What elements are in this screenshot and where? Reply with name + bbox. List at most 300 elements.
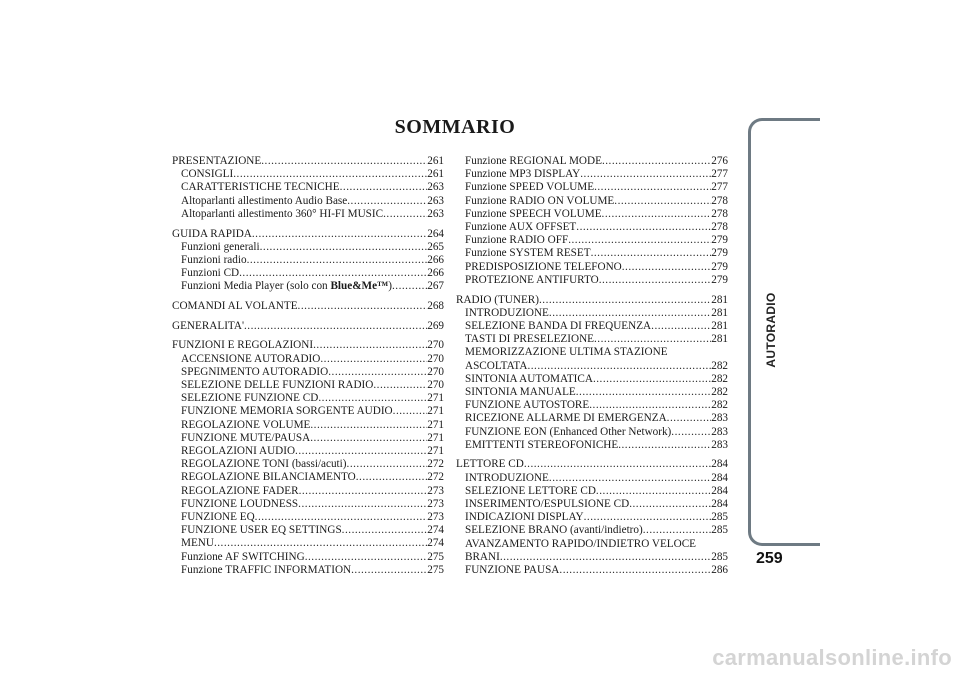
toc-entry-text: Funzione AF SWITCHING	[181, 550, 305, 563]
toc-entry-title	[465, 472, 549, 485]
toc-subentry	[456, 195, 728, 208]
toc-subentry	[172, 551, 444, 564]
toc-entry-title	[181, 471, 356, 484]
toc-entry-title	[181, 458, 347, 471]
toc-page-number: 271	[427, 405, 444, 418]
toc-page-number: 270	[427, 379, 444, 392]
toc-subentry	[172, 511, 444, 524]
toc-section-heading	[172, 228, 444, 241]
toc-entry-title	[181, 392, 318, 405]
dot-leader	[347, 458, 428, 471]
toc-page-number: 271	[427, 392, 444, 405]
toc-entry-text: Funzione AUX OFFSET	[465, 221, 577, 234]
toc-subentry	[456, 524, 728, 537]
toc-entry-text: ASCOLTATA	[465, 359, 528, 372]
dot-leader	[299, 485, 428, 498]
toc-page-number: 265	[427, 240, 444, 253]
toc-subentry	[172, 498, 444, 511]
dot-leader	[643, 524, 711, 537]
toc-entry-text: SINTONIA AUTOMATICA	[465, 372, 593, 385]
toc-entry-text: CARATTERISTICHE TECNICHE	[181, 181, 340, 194]
toc-entry-text: Funzione MP3 DISPLAY	[465, 168, 581, 181]
dot-leader	[295, 445, 427, 458]
toc-entry-title	[181, 432, 310, 445]
toc-entry-text: Funzioni CD	[181, 267, 240, 280]
toc-entry-text: Funzioni generali	[181, 240, 260, 253]
dot-leader	[524, 458, 711, 471]
toc-page-number: 276	[711, 155, 728, 167]
toc-entry-text: RADIO (TUNER)	[456, 293, 539, 306]
dot-leader	[261, 155, 427, 168]
toc-entry-text: PREDISPOSIZIONE TELEFONO	[465, 260, 622, 273]
toc-entry-text: PROTEZIONE ANTIFURTO	[465, 273, 599, 286]
toc-subentry	[456, 320, 728, 333]
toc-entry-text: SELEZIONE BRANO (avanti/indietro)	[465, 524, 643, 537]
dot-leader	[576, 386, 711, 399]
toc-entry-text: FUNZIONE LOUDNESS	[181, 497, 299, 510]
toc-entry-title	[465, 261, 622, 274]
toc-subentry	[456, 564, 728, 577]
toc-page-number: 261	[427, 168, 444, 181]
toc-subentry	[172, 379, 444, 392]
toc-entry-text: INTRODUZIONE	[465, 306, 549, 319]
toc-entry-title	[465, 247, 591, 260]
toc-page-number: 274	[427, 524, 444, 537]
toc-entry-text: PRESENTAZIONE	[172, 155, 262, 167]
toc-entry-text: REGOLAZIONE FADER	[181, 484, 299, 497]
page-title: SOMMARIO	[394, 116, 516, 138]
toc-page-number: 264	[427, 227, 444, 240]
toc-page-number: 283	[711, 438, 728, 451]
toc-entry-title	[181, 445, 295, 458]
toc-entry-text: Funzione RADIO ON VOLUME	[465, 194, 615, 207]
toc-page-number: 271	[427, 431, 444, 444]
toc-subentry	[172, 168, 444, 181]
toc-entry-text: LETTORE CD	[456, 458, 524, 471]
toc-subentry	[172, 267, 444, 280]
dot-leader	[244, 320, 427, 333]
toc-entry: AVANZAMENTO RAPIDO/INDIETRO VELOCE	[465, 537, 697, 550]
toc-subentry	[456, 511, 728, 524]
toc-entry-title	[181, 379, 373, 392]
toc-page-number: 279	[711, 273, 728, 286]
toc-subentry	[456, 168, 728, 181]
toc-entry-text: ACCENSIONE AUTORADIO	[181, 352, 321, 365]
toc-page-number: 284	[711, 471, 728, 484]
toc-page-number: 271	[427, 445, 444, 458]
toc-entry-text: TASTI DI PRESELEZIONE	[465, 333, 594, 346]
dot-leader	[596, 485, 711, 498]
toc-entry-title	[465, 208, 602, 221]
toc-entry-title	[465, 234, 568, 247]
toc-page-number: 282	[711, 359, 728, 372]
toc-subentry	[456, 412, 728, 425]
toc-entry-text: SELEZIONE DELLE FUNZIONI RADIO	[181, 379, 374, 392]
page-number: 259	[756, 550, 783, 567]
toc-entry-text: Altoparlanti allestimento Audio Base	[181, 194, 348, 207]
toc-subentry	[172, 280, 444, 293]
toc-page-number: 283	[711, 412, 728, 425]
toc-page-number: 277	[711, 168, 728, 181]
toc-page-number: 270	[427, 365, 444, 378]
toc-subentry	[172, 485, 444, 498]
dot-leader	[340, 181, 428, 194]
dot-leader	[500, 551, 711, 564]
toc-entry-title	[181, 564, 351, 577]
toc-subentry	[172, 195, 444, 208]
toc-page-number: 263	[427, 207, 444, 220]
toc-entry-title	[172, 228, 252, 241]
toc-entry-title	[181, 208, 383, 221]
toc-entry-text: Funzione RADIO OFF	[465, 234, 569, 247]
toc-entry-title	[181, 195, 347, 208]
toc-entry-text: BRANI	[465, 550, 500, 563]
toc-page-number: 279	[711, 234, 728, 247]
toc-entry-text: FUNZIONE EON (Enhanced Other Network)	[465, 425, 672, 438]
dot-leader	[347, 195, 427, 208]
toc-entry-text: FUNZIONE USER EQ SETTINGS	[181, 524, 342, 537]
toc-page-number: 281	[711, 333, 728, 346]
toc-page-number: 268	[427, 300, 444, 313]
toc-subentry	[456, 472, 728, 485]
toc-section-heading	[456, 458, 728, 471]
toc-entry-title	[465, 181, 594, 194]
toc-entry-title	[465, 386, 576, 399]
toc-entry-title	[172, 155, 261, 168]
toc-subentry	[456, 221, 728, 234]
toc-page-number: 285	[711, 550, 728, 563]
toc-left-column	[172, 155, 444, 577]
dot-leader	[351, 564, 427, 577]
toc-page-number: 282	[711, 385, 728, 398]
toc-subentry	[172, 405, 444, 418]
toc-entry-title	[465, 168, 580, 181]
dot-leader	[576, 221, 711, 234]
toc-entry-text: REGOLAZIONE VOLUME	[181, 418, 311, 431]
toc-page-number: 282	[711, 372, 728, 385]
toc-subentry	[172, 419, 444, 432]
toc-subentry	[172, 458, 444, 471]
toc-subentry	[456, 261, 728, 274]
toc-page-number: 279	[711, 247, 728, 260]
dot-leader	[602, 208, 712, 221]
toc-page-number: 267	[427, 280, 444, 293]
toc-page-number: 272	[427, 458, 444, 471]
toc-entry-title	[465, 564, 559, 577]
toc-subentry	[172, 445, 444, 458]
toc-entry-text: Funzione SPEECH VOLUME	[465, 207, 602, 220]
dot-leader	[589, 399, 711, 412]
toc-entry-text: Altoparlanti allestimento 360° HI-FI MUSIC	[181, 207, 384, 220]
toc-page-number: 284	[711, 458, 728, 471]
dot-leader	[580, 168, 711, 181]
toc-entry-title	[181, 524, 342, 537]
toc-entry-text: SPEGNIMENTO AUTORADIO	[181, 365, 329, 378]
dot-leader	[373, 379, 427, 392]
dot-leader	[393, 405, 428, 418]
toc-page-number: 270	[427, 352, 444, 365]
toc-entry-text: FUNZIONE MEMORIA SORGENTE AUDIO	[181, 405, 393, 418]
toc-subentry	[456, 234, 728, 247]
toc-entry-tail-text: )	[388, 280, 392, 293]
toc-right-column	[456, 155, 728, 577]
toc-subentry	[172, 537, 444, 550]
toc-page-number: 286	[711, 564, 728, 577]
toc-subentry	[456, 307, 728, 320]
toc-subentry	[172, 471, 444, 484]
toc-page-number: 279	[711, 260, 728, 273]
dot-leader	[239, 267, 427, 280]
toc-entry-text: FUNZIONE EQ	[181, 511, 255, 524]
toc-entry-title	[465, 333, 594, 346]
toc-entry-title	[465, 373, 593, 386]
toc-entry-title	[181, 366, 328, 379]
toc-subentry	[456, 386, 728, 399]
toc-section-heading	[456, 294, 728, 307]
toc-entry-title	[456, 294, 539, 307]
toc-entry-text: GUIDA RAPIDA	[172, 227, 252, 240]
toc-entry-title	[465, 274, 599, 287]
dot-leader	[549, 307, 711, 320]
toc-entry-title	[465, 439, 618, 452]
toc-subentry	[172, 392, 444, 405]
section-tab	[748, 118, 820, 546]
toc-entry-text: INDICAZIONI DISPLAY	[465, 511, 584, 524]
toc-entry-text: Funzione REGIONAL MODE	[465, 155, 602, 167]
toc-subentry	[172, 254, 444, 267]
toc-subentry	[172, 181, 444, 194]
toc-page-number: 278	[711, 221, 728, 234]
toc-entry-title	[181, 511, 255, 524]
toc-subentry	[456, 274, 728, 287]
toc-entry-title	[181, 485, 299, 498]
dot-leader	[614, 195, 711, 208]
toc-entry-title	[181, 267, 239, 280]
toc-entry-text: EMITTENTI STEREOFONICHE	[465, 438, 619, 451]
toc-entry-text: Funzione SYSTEM RESET	[465, 247, 591, 260]
toc-page-number: 284	[711, 484, 728, 497]
toc-entry-title	[465, 412, 667, 425]
toc-page-number: 271	[427, 418, 444, 431]
toc-section-heading	[172, 155, 444, 168]
toc-page-number: 274	[427, 537, 444, 550]
toc-page-number: 273	[427, 511, 444, 524]
dot-leader	[549, 472, 711, 485]
dot-leader	[591, 247, 712, 260]
dot-leader	[594, 181, 711, 194]
toc-entry-title	[181, 537, 214, 550]
toc-entry-text: INSERIMENTO/ESPULSIONE CD	[465, 498, 630, 511]
toc-subentry	[172, 432, 444, 445]
toc-page-number: 278	[711, 194, 728, 207]
toc-entry: MEMORIZZAZIONE ULTIMA STAZIONE	[465, 346, 668, 359]
toc-entry-title	[465, 498, 629, 511]
toc-entry-title	[465, 511, 584, 524]
toc-page-number: 283	[711, 425, 728, 438]
toc-entry-text: SELEZIONE FUNZIONE CD	[181, 392, 319, 405]
toc-entry-title	[465, 360, 527, 373]
toc-page-number: 285	[711, 511, 728, 524]
toc-page-number: 273	[427, 484, 444, 497]
dot-leader	[629, 498, 711, 511]
toc-section-heading	[172, 339, 444, 352]
dot-leader	[392, 280, 427, 293]
toc-entry-text: SINTONIA MANUALE	[465, 385, 576, 398]
dot-leader	[602, 155, 711, 168]
dot-leader	[298, 300, 428, 313]
toc-entry-text: FUNZIONI E REGOLAZIONI	[172, 339, 314, 352]
toc-entry-title	[181, 181, 340, 194]
dot-leader	[298, 498, 427, 511]
toc-entry-title	[172, 320, 244, 333]
toc-entry-title	[181, 241, 260, 254]
toc-page-number: 281	[711, 306, 728, 319]
toc-entry-text: REGOLAZIONI AUDIO	[181, 445, 296, 458]
dot-leader	[651, 320, 711, 333]
toc-page-number: 270	[427, 339, 444, 352]
toc-subentry	[456, 181, 728, 194]
toc-subentry	[172, 564, 444, 577]
toc-section-heading	[172, 300, 444, 313]
dot-leader	[328, 366, 427, 379]
toc-entry-title	[465, 524, 643, 537]
toc-entry-title	[181, 419, 310, 432]
toc-subentry	[172, 241, 444, 254]
dot-leader	[584, 511, 712, 524]
toc-entry-text: INTRODUZIONE	[465, 471, 549, 484]
toc-entry-text: Funzioni radio	[181, 253, 247, 266]
toc-page-number: 285	[711, 524, 728, 537]
toc-subentry	[456, 360, 728, 373]
toc-subentry	[456, 439, 728, 452]
dot-leader	[593, 373, 711, 386]
toc-subentry	[456, 155, 728, 168]
toc-page-number: 266	[427, 253, 444, 266]
toc-entry-text: Funzioni Media Player (solo con	[181, 280, 331, 293]
toc-entry-title	[465, 195, 614, 208]
toc-entry-text: FUNZIONE MUTE/PAUSA	[181, 431, 311, 444]
toc-entry-title	[181, 353, 320, 366]
toc-entry-text: SELEZIONE LETTORE CD	[465, 484, 596, 497]
toc-page-number: 266	[427, 267, 444, 280]
dot-leader	[260, 241, 428, 254]
toc-subentry	[456, 399, 728, 412]
toc-entry-title	[465, 551, 500, 564]
toc-subentry	[172, 353, 444, 366]
toc-subentry	[172, 524, 444, 537]
dot-leader	[594, 333, 711, 346]
toc-entry-title	[465, 426, 671, 439]
toc-entry-text: RICEZIONE ALLARME DI EMERGENZA	[465, 412, 667, 425]
toc-entry-text: REGOLAZIONE BILANCIAMENTO	[181, 471, 356, 484]
toc-page-number: 281	[711, 319, 728, 332]
toc-subentry	[456, 208, 728, 221]
toc-entry-title	[465, 485, 596, 498]
dot-leader	[318, 392, 427, 405]
toc-subentry	[172, 208, 444, 221]
toc-section-heading	[172, 320, 444, 333]
dot-leader	[568, 234, 711, 247]
toc-subentry	[456, 498, 728, 511]
toc-entry-bold-text: Blue&Me™	[330, 280, 389, 293]
dot-leader	[671, 426, 711, 439]
toc-subentry	[456, 485, 728, 498]
toc-page-number: 277	[711, 181, 728, 194]
dot-leader	[313, 339, 427, 352]
toc-page-number: 275	[427, 563, 444, 576]
dot-leader	[214, 537, 427, 550]
dot-leader	[310, 432, 427, 445]
toc-entry-text: Funzione TRAFFIC INFORMATION	[181, 563, 352, 576]
toc-entry-text: CONSIGLI	[181, 168, 234, 181]
toc-entry-text: REGOLAZIONE TONI (bassi/acuti)	[181, 458, 347, 471]
toc-page-number: 275	[427, 550, 444, 563]
toc-entry-title	[465, 399, 589, 412]
dot-leader	[305, 551, 428, 564]
toc-page-number: 284	[711, 498, 728, 511]
toc-entry-text: COMANDI AL VOLANTE	[172, 300, 298, 313]
toc-entry-title	[465, 307, 549, 320]
toc-entry-text: Funzione SPEED VOLUME	[465, 181, 595, 194]
toc-page-number: 282	[711, 399, 728, 412]
toc-entry-title	[172, 339, 313, 352]
dot-leader	[255, 511, 428, 524]
toc-entry-text: FUNZIONE AUTOSTORE	[465, 399, 590, 412]
toc-page-number: 261	[427, 155, 444, 167]
dot-leader	[320, 353, 427, 366]
dot-leader	[667, 412, 712, 425]
toc-subentry	[172, 366, 444, 379]
toc-entry-title	[181, 168, 233, 181]
dot-leader	[342, 524, 428, 537]
toc-entry-text: FUNZIONE PAUSA	[465, 564, 560, 577]
dot-leader	[383, 208, 427, 221]
dot-leader	[310, 419, 427, 432]
dot-leader	[539, 294, 711, 307]
toc-entry-title	[456, 458, 524, 471]
dot-leader	[247, 254, 428, 267]
toc-entry-text: SELEZIONE BANDA DI FREQUENZA	[465, 319, 652, 332]
toc-page-number: 263	[427, 181, 444, 194]
toc-entry-title	[181, 551, 305, 564]
watermark: carmanualsonline.info	[712, 645, 952, 670]
toc-page-number: 269	[427, 319, 444, 332]
toc-entry-title	[181, 405, 393, 418]
dot-leader	[622, 261, 711, 274]
toc-entry-title	[465, 155, 602, 168]
toc-entry-title	[465, 320, 651, 333]
dot-leader	[527, 360, 711, 373]
toc-page-number: 263	[427, 194, 444, 207]
dot-leader	[356, 471, 427, 484]
section-tab-label: AUTORADIO	[764, 292, 778, 368]
toc-page-number: 273	[427, 497, 444, 510]
toc-page-number: 281	[711, 293, 728, 306]
toc-entry-title	[172, 300, 298, 313]
toc-subentry	[456, 551, 728, 564]
toc-subentry	[456, 333, 728, 346]
toc-entry-title	[181, 254, 247, 267]
dot-leader	[599, 274, 712, 287]
dot-leader	[233, 168, 427, 181]
toc-page-number: 278	[711, 207, 728, 220]
toc-page-number: 272	[427, 471, 444, 484]
toc-entry-title	[181, 280, 392, 293]
toc-entry-text: GENERALITA'	[172, 319, 244, 332]
toc-subentry	[456, 426, 728, 439]
toc-subentry	[456, 247, 728, 260]
dot-leader	[252, 228, 427, 241]
